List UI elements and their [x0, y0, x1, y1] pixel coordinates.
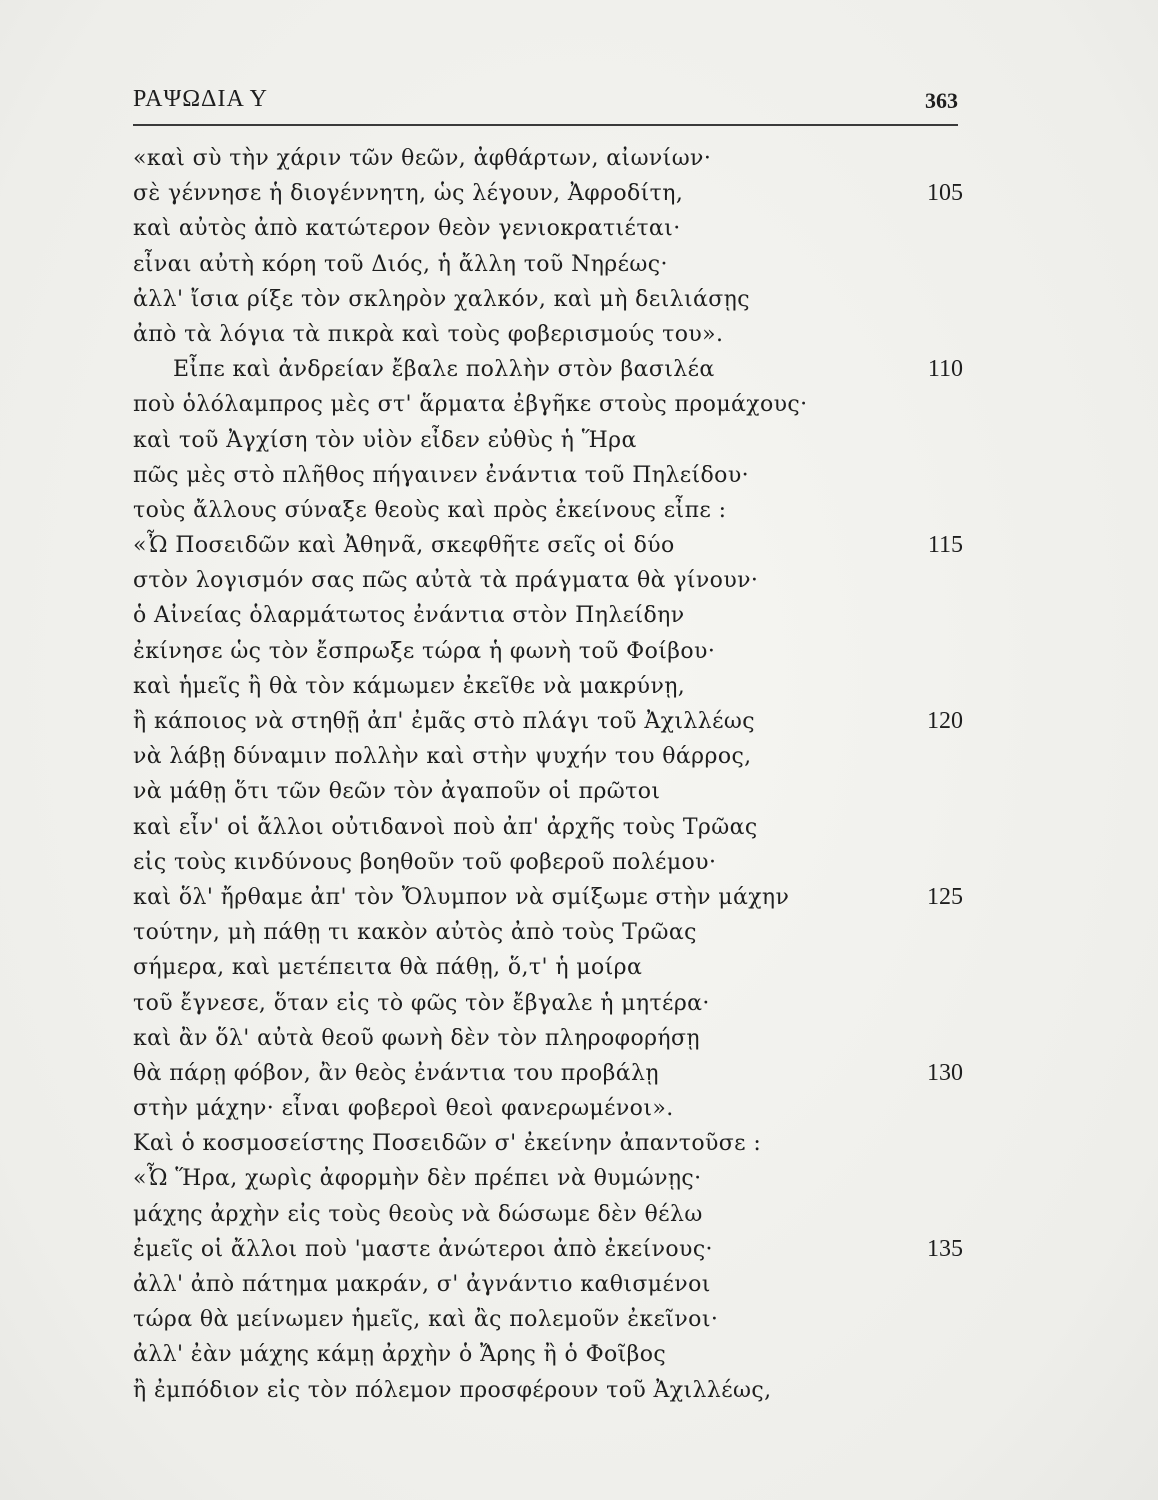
line-number: 110	[927, 356, 963, 383]
verse-line	[133, 1056, 963, 1091]
verse-text: πῶς μὲς στὸ πλῆθος πήγαινεν ἐνάντια τοῦ Πηλείδου·	[133, 462, 749, 488]
verse-line	[133, 704, 963, 739]
verse-line	[133, 669, 963, 704]
verse-line	[133, 563, 963, 598]
verse-line	[133, 211, 963, 246]
verse-line	[133, 423, 963, 458]
verse-line	[133, 247, 963, 282]
verse-text: θὰ πάρῃ φόβον, ἂν θεὸς ἐνάντια του προβάλῃ	[133, 1060, 659, 1086]
verse-line	[133, 387, 963, 422]
verse-line	[133, 1373, 963, 1408]
verse-text: Εἶπε καὶ ἀνδρείαν ἔβαλε πολλὴν στὸν βασιλέα	[173, 357, 715, 383]
verse-line	[133, 915, 963, 950]
verse-text: ἀλλ' ἐὰν μάχης κάμῃ ἀρχὴν ὁ Ἄρης ἢ ὁ Φοῖβος	[133, 1342, 667, 1368]
verse-text: Καὶ ὁ κοσμοσείστης Ποσειδῶν σ' ἐκείνην ἀπαντοῦσε :	[133, 1131, 762, 1157]
verse-text: ἀλλ' ἴσια ρίξε τὸν σκληρὸν χαλκόν, καὶ μὴ δειλιάσῃς	[133, 286, 750, 312]
header-rule	[133, 124, 958, 126]
verse-text: στὸν λογισμόν σας πῶς αὐτὰ τὰ πράγματα θὰ γίνουν·	[133, 568, 759, 594]
verse-text: ἀπὸ τὰ λόγια τὰ πικρὰ καὶ τοὺς φοβερισμούς του».	[133, 321, 724, 347]
verse-line	[133, 986, 963, 1021]
verse-text: ποὺ ὁλόλαμπρος μὲς στ' ἅρματα ἐβγῆκε στοὺς προμάχους·	[133, 392, 808, 418]
verse-line	[133, 1232, 963, 1267]
verse-line	[133, 1161, 963, 1196]
line-number: 135	[927, 1235, 963, 1262]
verse-text: στὴν μάχην· εἶναι φοβεροὶ θεοὶ φανερωμένοι».	[133, 1096, 674, 1122]
line-number: 115	[927, 532, 963, 559]
verse-line	[133, 1267, 963, 1302]
verse-text: τοὺς ἄλλους σύναξε θεοὺς καὶ πρὸς ἐκείνους εἶπε :	[133, 497, 727, 523]
verse-text: καὶ τοῦ Ἀγχίση τὸν υἱὸν εἶδεν εὐθὺς ἡ Ἥρα	[133, 427, 637, 453]
verse-line	[133, 1197, 963, 1232]
verse-line	[133, 880, 963, 915]
verse-text: ἢ κάποιος νὰ στηθῇ ἀπ' ἐμᾶς στὸ πλάγι τοῦ Ἀχιλλέως	[133, 709, 755, 734]
verse-text: καὶ ὅλ' ἤρθαμε ἀπ' τὸν Ὄλυμπον νὰ σμίξωμε στὴν μάχην	[133, 884, 790, 910]
verse-text: σήμερα, καὶ μετέπειτα θὰ πάθῃ, ὅ,τ' ἡ μοίρα	[133, 955, 643, 981]
verse-text: ἀλλ' ἀπὸ πάτημα μακράν, σ' ἀγνάντιο καθισμένοι	[133, 1272, 711, 1297]
verse-text: μάχης ἀρχὴν εἰς τοὺς θεοὺς νὰ δώσωμε δὲν θέλω	[133, 1201, 703, 1227]
verse-line	[133, 1091, 963, 1126]
verse-text: τώρα θὰ μείνωμεν ἡμεῖς, καὶ ἂς πολεμοῦν ἐκεῖνοι·	[133, 1307, 719, 1333]
verse-text: τούτην, μὴ πάθῃ τι κακὸν αὐτὸς ἀπὸ τοὺς Τρῶας	[133, 920, 697, 946]
line-number: 125	[927, 883, 963, 910]
verse-text: «καὶ σὺ τὴν χάριν τῶν θεῶν, ἀφθάρτων, αἰωνίων·	[133, 146, 712, 171]
verse-text: τοῦ ἔγνεσε, ὅταν εἰς τὸ φῶς τὸν ἔβγαλε ἡ μητέρα·	[133, 990, 710, 1016]
verse-line	[133, 1126, 963, 1161]
verse-line	[133, 317, 963, 352]
verse-text: «Ὦ Ποσειδῶν καὶ Ἀθηνᾶ, σκεφθῆτε σεῖς οἱ δύο	[133, 533, 675, 559]
verse-line	[133, 528, 963, 563]
verse-text: καὶ ἡμεῖς ἢ θὰ τὸν κάμωμεν ἐκεῖθε νὰ μακρύνῃ,	[133, 673, 686, 699]
verse-line	[133, 1337, 963, 1372]
verse-line	[133, 950, 963, 985]
page-header	[133, 86, 958, 122]
verse-line	[133, 176, 963, 211]
verse-text: καὶ ἂν ὅλ' αὐτὰ θεοῦ φωνὴ δὲν τὸν πληροφορήσῃ	[133, 1025, 701, 1051]
verse-line	[133, 845, 963, 880]
verse-line	[133, 598, 963, 633]
verse-text: ἢ ἐμπόδιον εἰς τὸν πόλεμον προσφέρουν τοῦ Ἀχιλλέως,	[133, 1377, 772, 1403]
verse-text: ὁ Αἰνείας ὁλαρμάτωτος ἐνάντια στὸν Πηλείδην	[133, 603, 685, 629]
verse-line	[133, 634, 963, 669]
verse-line	[133, 493, 963, 528]
verse-text: καὶ εἶν' οἱ ἄλλοι οὐτιδανοὶ ποὺ ἀπ' ἀρχῆς τοὺς Τρῶας	[133, 814, 758, 840]
verse-text: εἶναι αὐτὴ κόρη τοῦ Διός, ἡ ἄλλη τοῦ Νηρέως·	[133, 251, 668, 277]
verse-text: ἐμεῖς οἱ ἄλλοι ποὺ 'μαστε ἀνώτεροι ἀπὸ ἐκείνους·	[133, 1236, 713, 1262]
verse-block	[133, 141, 963, 1408]
verse-line	[133, 739, 963, 774]
verse-line	[133, 282, 963, 317]
verse-line	[133, 1021, 963, 1056]
verse-line	[133, 352, 963, 387]
verse-text: ἐκίνησε ὡς τὸν ἔσπρωξε τώρα ἡ φωνὴ τοῦ Φοίβου·	[133, 638, 716, 664]
line-number: 105	[927, 180, 963, 207]
line-number: 130	[927, 1059, 963, 1086]
verse-line	[133, 810, 963, 845]
page-number: 363	[925, 88, 958, 113]
verse-text: νὰ λάβῃ δύναμιν πολλὴν καὶ στὴν ψυχήν του θάρρος,	[133, 744, 752, 770]
verse-text: νὰ μάθῃ ὅτι τῶν θεῶν τὸν ἀγαποῦν οἱ πρῶτοι	[133, 779, 661, 805]
verse-text: «Ὦ Ἥρα, χωρὶς ἀφορμὴν δὲν πρέπει νὰ θυμώνῃς·	[133, 1166, 702, 1192]
verse-line	[133, 774, 963, 809]
line-number: 120	[927, 708, 963, 734]
verse-text: καὶ αὐτὸς ἀπὸ κατώτερον θεὸν γενιοκρατιέται·	[133, 216, 681, 242]
verse-text: σὲ γέννησε ἡ διογέννητη, ὡς λέγουν, Ἀφροδίτη,	[133, 181, 684, 207]
running-head: ΡΑΨΩΔΙΑ Υ	[133, 86, 268, 112]
verse-text: εἰς τοὺς κινδύνους βοηθοῦν τοῦ φοβεροῦ πολέμου·	[133, 849, 717, 875]
verse-line	[133, 1302, 963, 1337]
verse-line	[133, 458, 963, 493]
verse-line	[133, 141, 963, 176]
